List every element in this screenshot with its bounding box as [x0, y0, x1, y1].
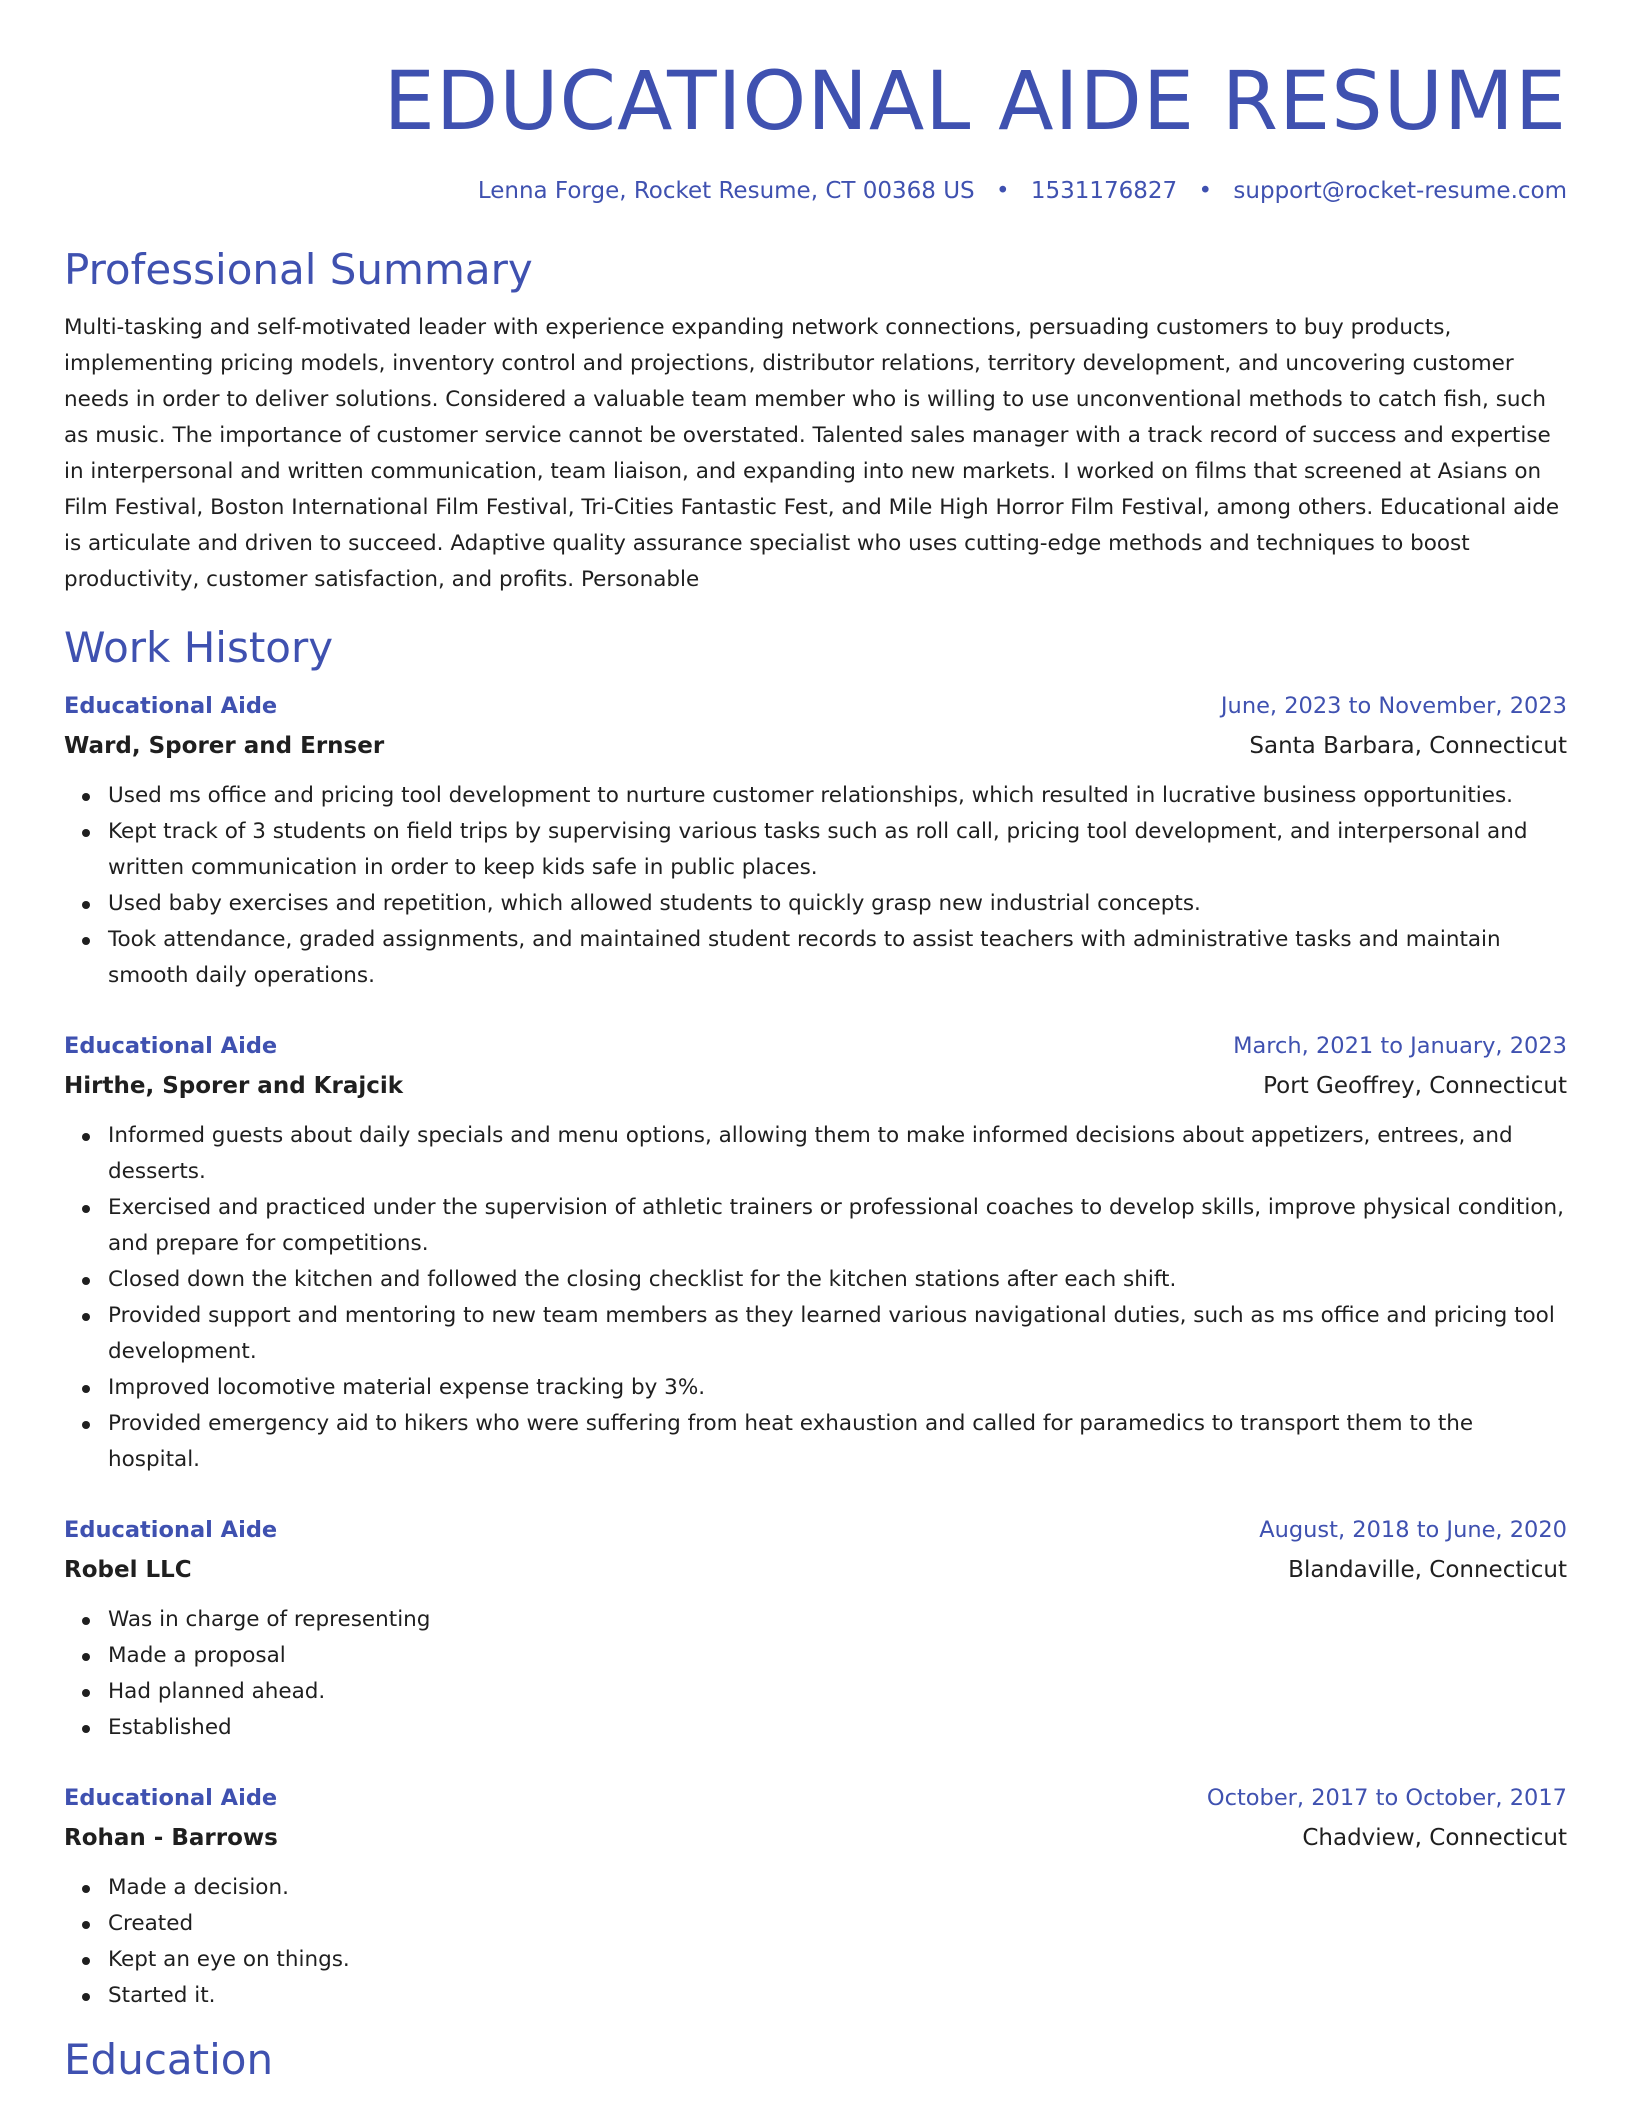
job-title: Educational Aide: [64, 1517, 278, 1543]
job-bullet: Made a decision.: [108, 1870, 1567, 1906]
job-dates: October, 2017 to October, 2017: [1206, 1785, 1567, 1811]
job-location: Blandaville, Connecticut: [1288, 1557, 1567, 1583]
contact-email: support@rocket-resume.com: [1233, 178, 1567, 204]
resume-title: EDUCATIONAL AIDE RESUME: [383, 55, 1567, 149]
job-dates: March, 2021 to January, 2023: [1233, 1033, 1567, 1059]
job-entry: [64, 688, 1567, 994]
job-bullet: Created: [108, 1906, 1567, 1942]
job-location: Chadview, Connecticut: [1302, 1825, 1567, 1851]
job-company-row: [64, 728, 1567, 764]
job-company: Rohan - Barrows: [64, 1825, 278, 1851]
job-bullet: Provided support and mentoring to new team members as they learned various navigational duties, such as ms office and pricing tool development.: [108, 1298, 1567, 1370]
job-bullet: Exercised and practiced under the supervision of athletic trainers or professional coaches to develop skills, improve physical condition, and prepare for competitions.: [108, 1190, 1567, 1262]
job-bullet: Had planned ahead.: [108, 1674, 1567, 1710]
job-bullet: Made a proposal: [108, 1638, 1567, 1674]
job-bullets: [64, 1602, 1567, 1746]
job-entry: [64, 1780, 1567, 2014]
job-bullet: Informed guests about daily specials and menu options, allowing them to make informed decisions about appetizers, entrees, and desserts.: [108, 1118, 1567, 1190]
job-bullet: Kept track of 3 students on field trips by supervising various tasks such as roll call, pricing tool development, and interpersonal and written communication in order to keep kids safe in public places.: [108, 814, 1567, 886]
education-heading: Education: [64, 2035, 274, 2084]
job-bullet: Provided emergency aid to hikers who were suffering from heat exhaustion and called for paramedics to transport them to the hospital.: [108, 1406, 1567, 1478]
job-title: Educational Aide: [64, 693, 278, 719]
job-entry: [64, 1512, 1567, 1746]
job-company: Ward, Sporer and Ernser: [64, 733, 385, 759]
contact-line: [64, 176, 1567, 206]
job-title-row: [64, 1780, 1567, 1816]
job-location: Port Geoffrey, Connecticut: [1263, 1073, 1567, 1099]
job-bullet: Improved locomotive material expense tracking by 3%.: [108, 1370, 1567, 1406]
job-bullets: [64, 1870, 1567, 2014]
job-bullet: Was in charge of representing: [108, 1602, 1567, 1638]
job-title-row: [64, 1512, 1567, 1548]
job-bullet: Used ms office and pricing tool development to nurture customer relationships, which resulted in lucrative business opportunities.: [108, 778, 1567, 814]
job-entry: [64, 1028, 1567, 1478]
job-bullet: Established: [108, 1710, 1567, 1746]
contact-phone: 1531176827: [1030, 178, 1178, 204]
job-bullet: Took attendance, graded assignments, and maintained student records to assist teachers with administrative tasks and maintain smooth daily operations.: [108, 922, 1567, 994]
job-dates: June, 2023 to November, 2023: [1220, 693, 1567, 719]
summary-text: Multi-tasking and self-motivated leader with experience expanding network connections, persuading customers to buy products, implementing pricing models, inventory control and projections, distributor relations, territory development, and uncovering customer needs in order to deliver solutions. Considered a valuable team member who is willing to use unconventional methods to catch fish, such as music. The importance of customer service cannot be overstated. Talented sales manager with a track record of success and expertise in interpersonal and written communication, team liaison, and expanding into new markets. I worked on films that screened at Asians on Film Festival, Boston International Film Festival, Tri-Cities Fantastic Fest, and Mile High Horror Film Festival, among others. Educational aide is articulate and driven to succeed. Adaptive quality assurance specialist who uses cutting-edge methods and techniques to boost productivity, customer satisfaction, and profits. Personable: [64, 315, 1560, 592]
job-title: Educational Aide: [64, 1033, 278, 1059]
job-company: Hirthe, Sporer and Krajcik: [64, 1073, 404, 1099]
job-title-row: [64, 1028, 1567, 1064]
summary-heading: Professional Summary: [64, 245, 533, 294]
work-history-heading: Work History: [64, 623, 334, 672]
contact-separator: •: [1198, 178, 1213, 204]
job-location: Santa Barbara, Connecticut: [1249, 733, 1567, 759]
job-bullet: Closed down the kitchen and followed the closing checklist for the kitchen stations after each shift.: [108, 1262, 1567, 1298]
job-company: Robel LLC: [64, 1557, 192, 1583]
job-company-row: [64, 1820, 1567, 1856]
job-bullets: [64, 1118, 1567, 1478]
job-dates: August, 2018 to June, 2020: [1259, 1517, 1567, 1543]
contact-address: Lenna Forge, Rocket Resume, CT 00368 US: [477, 178, 975, 204]
job-title: Educational Aide: [64, 1785, 278, 1811]
job-bullet: Started it.: [108, 1978, 1567, 2014]
job-bullet: Used baby exercises and repetition, which allowed students to quickly grasp new industrial concepts.: [108, 886, 1567, 922]
contact-separator: •: [995, 178, 1010, 204]
job-company-row: [64, 1552, 1567, 1588]
job-company-row: [64, 1068, 1567, 1104]
job-title-row: [64, 688, 1567, 724]
job-bullets: [64, 778, 1567, 994]
job-bullet: Kept an eye on things.: [108, 1942, 1567, 1978]
resume-page: [64, 0, 1567, 2086]
